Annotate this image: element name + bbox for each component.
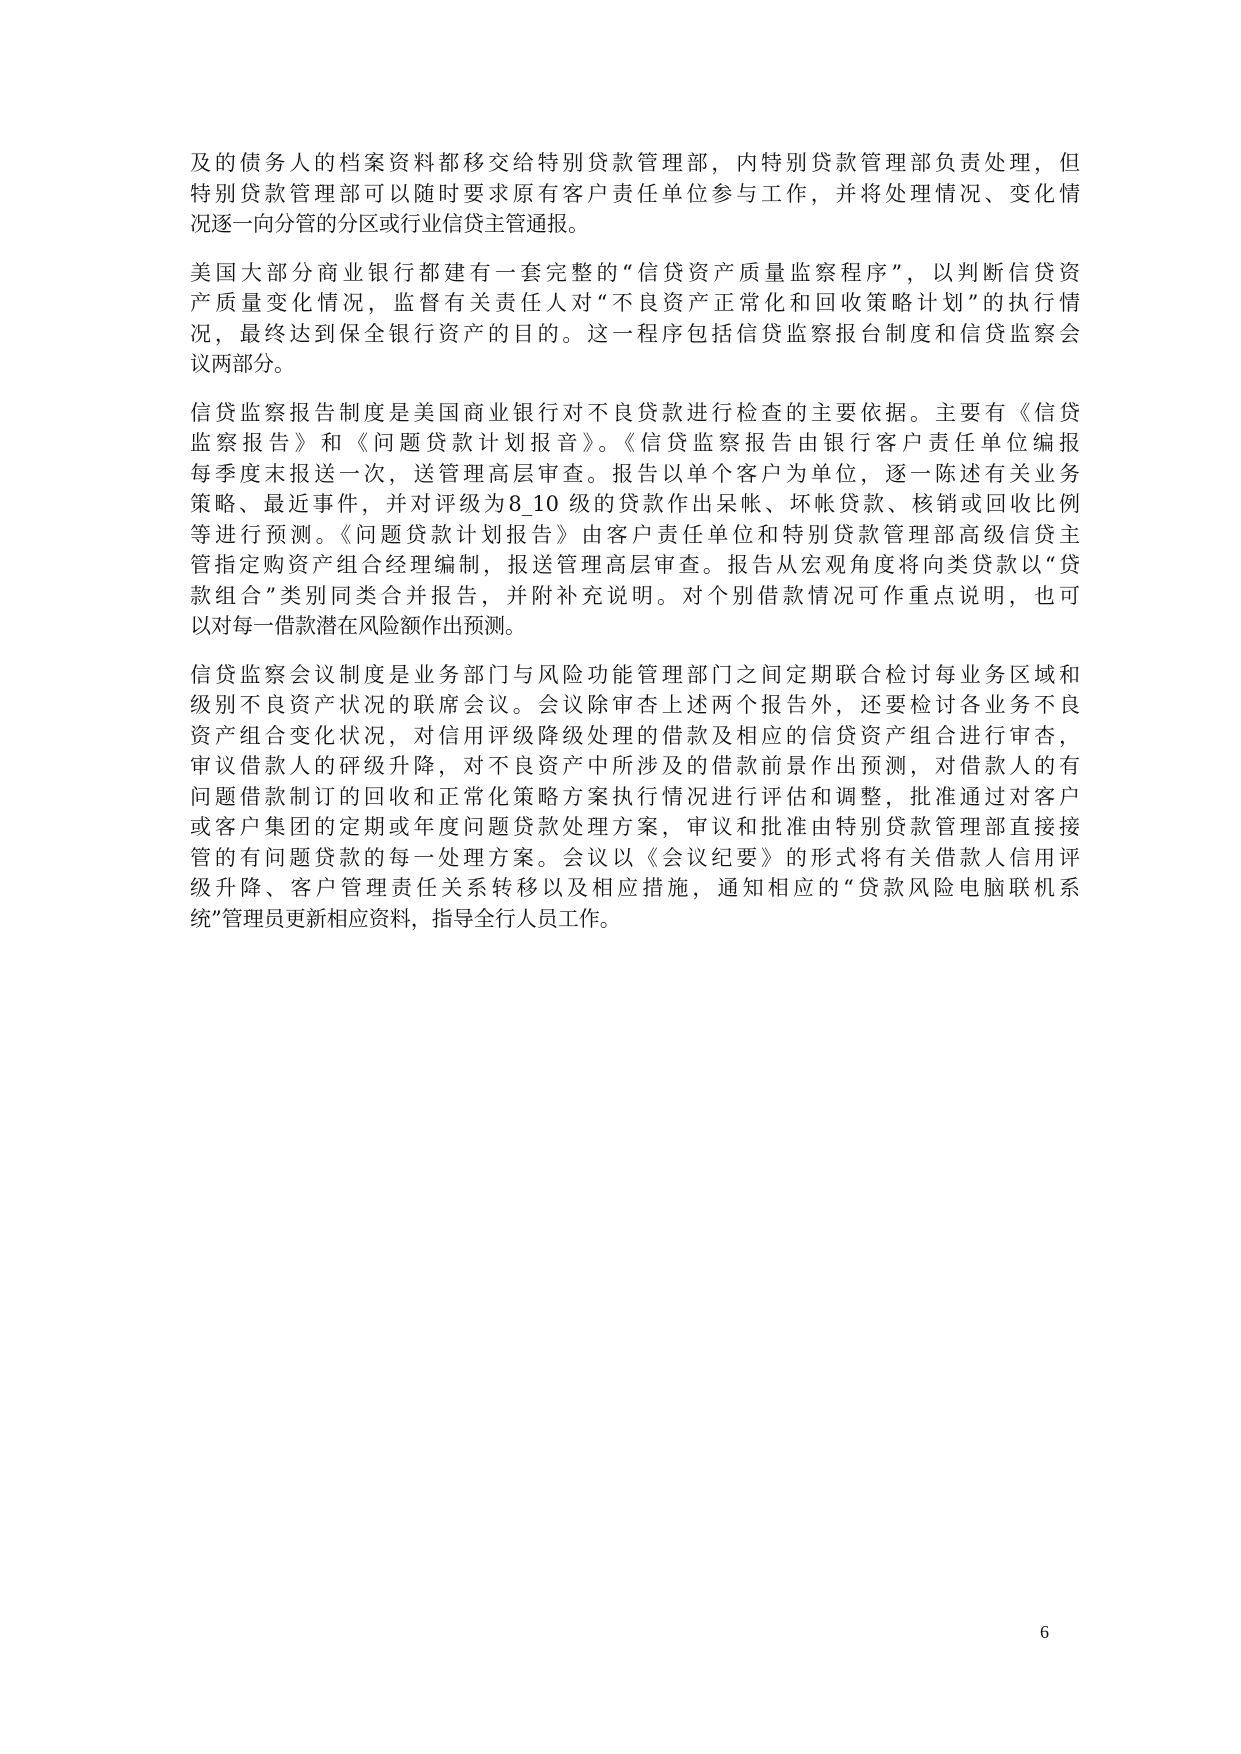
text-line: 策略、最近事件，并对评级为8_10 级的贷款作出呆帐、坏帐贷款、核销或回收比例 xyxy=(190,492,1080,516)
text-line: 监察报告》和《问题贷款计划报音》。《信贷监察报告由银行客户责任单位编报 xyxy=(190,431,1080,455)
text-line: 以对每一借款潜在风险额作出预测。 xyxy=(190,614,526,638)
text-line: 管的有问题贷款的每一处理方案。会议以《会议纪要》的形式将有关借款人信用评 xyxy=(190,845,1080,870)
text-line: 信贷监察报告制度是美国商业银行对不良贷款进行检查的主要依据。主要有《信贷 xyxy=(190,400,1080,425)
text-line: 或客户集团的定期或年度问题贷款处理方案，审议和批准由特别贷款管理部直接接 xyxy=(190,815,1080,839)
paragraph xyxy=(190,660,1080,935)
text-line: 每季度末报送一次，送管理高层审查。报告以单个客户为单位，逐一陈述有关业务 xyxy=(190,461,1080,486)
text-line: 美国大部分商业银行都建有一套完整的“信贷资产质量监察程序”，以判断信贷资 xyxy=(190,260,1080,285)
text-line: 审议借款人的砰级升降，对不良资产中所涉及的借款前景作出预测，对借款人的有 xyxy=(190,754,1080,778)
body-text xyxy=(190,148,1080,952)
text-line: 信贷监察会议制度是业务部门与风险功能管理部门之间定期联合检讨每业务区域和 xyxy=(190,662,1080,687)
paragraph xyxy=(190,398,1080,642)
text-line: 议两部分。 xyxy=(190,352,295,376)
text-line: 产质量变化情况，监督有关责任人对“不良资产正常化和回收策略计划”的执行情 xyxy=(190,291,1080,315)
text-line: 问题借款制订的回收和正常化策略方案执行情况进行评估和调整，批准通过对客户 xyxy=(190,784,1080,809)
text-line: 及的债务人的档案资料都移交给特别贷款管理部，内特别贷款管理部负责处理，但 xyxy=(190,151,1080,175)
text-line: 级别不良资产状况的联席会议。会议除审杏上述两个报告外，还要检讨各业务不良 xyxy=(190,693,1080,717)
text-line: 况逐一向分管的分区或行业信贷主管通报。 xyxy=(190,212,589,236)
text-line: 款组合”类别同类合并报告，并附补充说明。对个别借款情况可作重点说明，也可 xyxy=(190,583,1080,608)
paragraph xyxy=(190,258,1080,380)
text-line: 级升降、客户管理责任关系转移以及相应措施，通知相应的“贷款风险电脑联机系 xyxy=(190,876,1080,900)
text-line: 况，最终达到保全银行资产的目的。这一程序包括信贷监察报台制度和信贷监察会 xyxy=(190,321,1080,346)
text-line: 资产组合变化状况，对信用评级降级处理的借款及相应的信贷资产组合进行审杏， xyxy=(190,723,1080,748)
text-line: 统”管理员更新相应资料，指导全行人员工作。 xyxy=(190,906,621,931)
text-line: 管指定购资产组合经理编制，报送管理高层审查。报告从宏观角度将向类贷款以“贷 xyxy=(190,553,1080,577)
page-number: 6 xyxy=(1040,1622,1049,1642)
text-line: 特别贷款管理部可以随时要求原有客户责任单位参与工作，并将处理情况、变化情 xyxy=(190,181,1080,206)
text-line: 等进行预测。《问题贷款计划报告》由客户责任单位和特别贷款管理部高级信贷主 xyxy=(190,522,1080,547)
paragraph xyxy=(190,148,1080,240)
